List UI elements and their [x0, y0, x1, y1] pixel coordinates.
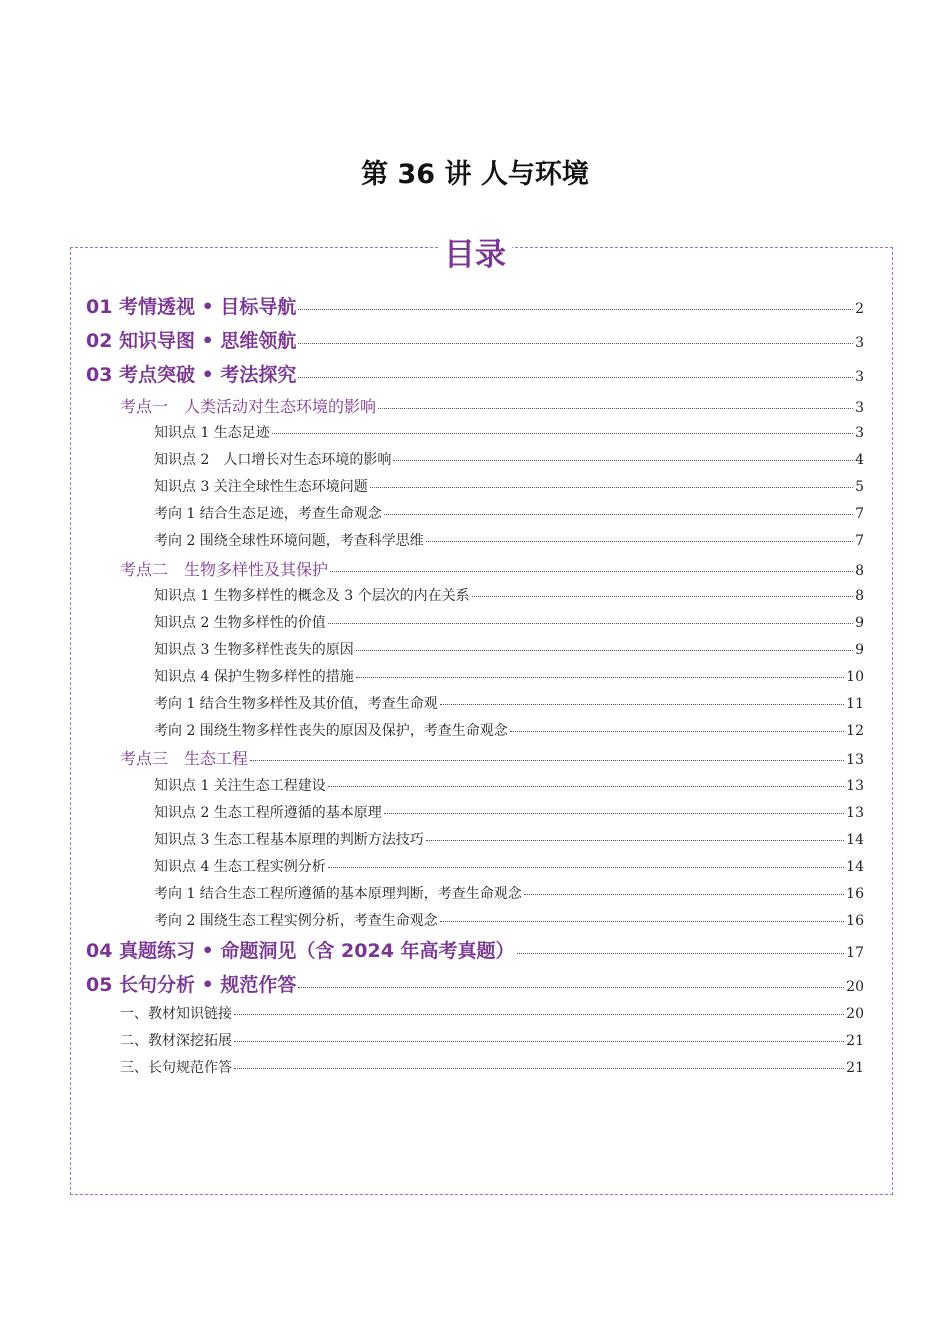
document-title: 第 36 讲 人与环境 [361, 159, 589, 190]
toc-entry-label: 知识点 2 生态工程所遵循的基本原理 [154, 805, 382, 821]
toc-entry-page-number: 12 [846, 723, 864, 739]
toc-heading [0, 229, 950, 274]
toc-entry[interactable] [154, 720, 864, 740]
toc-entry-label: 考向 2 围绕生物多样性丧失的原因及保护，考查生命观念 [154, 723, 508, 739]
toc-entry-label: 知识点 3 生物多样性丧失的原因 [154, 642, 354, 658]
toc-entry-label: 知识点 2 人口增长对生态环境的影响 [154, 452, 392, 468]
toc-dot-leader [330, 571, 853, 572]
toc-entry[interactable] [154, 910, 864, 930]
toc-entry-label: 考向 2 围绕全球性环境问题，考查科学思维 [154, 533, 424, 549]
toc-entry[interactable] [120, 1003, 864, 1023]
toc-dot-leader [272, 433, 853, 434]
toc-entry-page-number: 14 [846, 832, 864, 848]
toc-dot-leader [472, 596, 853, 597]
toc-dot-leader [298, 343, 853, 344]
toc-dot-leader [234, 1014, 844, 1015]
toc-entry-page-number: 4 [855, 452, 864, 468]
toc-entry-page-number: 3 [855, 369, 864, 385]
toc-dot-leader [298, 377, 853, 378]
toc-entry-label: 01 考情透视 • 目标导航 [86, 296, 297, 318]
toc-entry-label: 考点二 生物多样性及其保护 [120, 560, 329, 579]
toc-entry[interactable] [154, 422, 864, 442]
toc-dot-leader [426, 840, 844, 841]
toc-dot-leader [370, 487, 853, 488]
toc-heading-text: 目录 [438, 237, 512, 273]
toc-dot-leader [356, 650, 853, 651]
toc-entry[interactable] [154, 449, 864, 469]
toc-entry[interactable] [154, 856, 864, 876]
toc-entry[interactable] [86, 970, 864, 997]
toc-entry-page-number: 21 [846, 1033, 864, 1049]
toc-entry[interactable] [86, 292, 864, 319]
toc-dot-leader [524, 894, 844, 895]
toc-entry-page-number: 9 [855, 615, 864, 631]
toc-entry[interactable] [120, 557, 864, 580]
toc-dot-leader [440, 704, 844, 705]
toc-entry[interactable] [154, 802, 864, 822]
toc-entry-page-number: 17 [846, 945, 864, 961]
toc-dot-leader [440, 921, 844, 922]
toc-dot-leader [393, 460, 853, 461]
toc-entry-label: 02 知识导图 • 思维领航 [86, 330, 297, 352]
toc-entry-label: 三、长句规范作答 [120, 1060, 232, 1076]
toc-dot-leader [328, 786, 844, 787]
toc-dot-leader [234, 1041, 844, 1042]
toc-entry-label: 04 真题练习 • 命题洞见（含 2024 年高考真题） [86, 940, 515, 962]
toc-entry-label: 知识点 3 生态工程基本原理的判断方法技巧 [154, 832, 424, 848]
toc-entry-label: 05 长句分析 • 规范作答 [86, 974, 297, 996]
toc-entry-page-number: 3 [855, 425, 864, 441]
toc-entry[interactable] [120, 746, 864, 769]
toc-dot-leader [234, 1068, 844, 1069]
toc-entry-page-number: 7 [855, 533, 864, 549]
toc-entry[interactable] [154, 693, 864, 713]
toc-entry-page-number: 20 [846, 979, 864, 995]
toc-entry-page-number: 13 [846, 805, 864, 821]
toc-entry-page-number: 16 [846, 886, 864, 902]
toc-entry[interactable] [154, 476, 864, 496]
toc-dot-leader [356, 677, 844, 678]
toc-entry-label: 考点一 人类活动对生态环境的影响 [120, 397, 377, 416]
toc-dot-leader [426, 541, 853, 542]
toc-dot-leader [384, 514, 853, 515]
toc-entry-label: 考向 2 围绕生态工程实例分析，考查生命观念 [154, 913, 438, 929]
toc-entry[interactable] [120, 1057, 864, 1077]
toc-entry-label: 知识点 1 生态足迹 [154, 425, 270, 441]
toc-entry[interactable] [154, 775, 864, 795]
toc-entry[interactable] [86, 326, 864, 353]
toc-entry-page-number: 13 [846, 752, 864, 768]
toc-entry[interactable] [154, 503, 864, 523]
toc-entry-page-number: 14 [846, 859, 864, 875]
toc-entry-label: 考向 1 结合生态足迹，考查生命观念 [154, 506, 382, 522]
toc-dot-leader [250, 760, 844, 761]
toc-entry[interactable] [120, 394, 864, 417]
toc-entry[interactable] [154, 612, 864, 632]
toc-entry-page-number: 10 [846, 669, 864, 685]
toc-entry-label: 知识点 2 生物多样性的价值 [154, 615, 326, 631]
toc-entry-page-number: 13 [846, 778, 864, 794]
toc-dot-leader [328, 867, 844, 868]
toc-entry-page-number: 21 [846, 1060, 864, 1076]
toc-entry[interactable] [154, 530, 864, 550]
toc-entry[interactable] [120, 1030, 864, 1050]
toc-entry-page-number: 2 [855, 301, 864, 317]
toc-dot-leader [384, 813, 844, 814]
toc-dot-leader [517, 953, 845, 954]
toc-entry-page-number: 3 [855, 335, 864, 351]
toc-entry-label: 考点三 生态工程 [120, 749, 249, 768]
toc-entry-page-number: 3 [855, 400, 864, 416]
toc-entry-page-number: 11 [846, 696, 864, 712]
toc-entry[interactable] [154, 639, 864, 659]
toc-entry-page-number: 20 [846, 1006, 864, 1022]
toc-dot-leader [298, 987, 844, 988]
toc-entry-label: 二、教材深挖拓展 [120, 1033, 232, 1049]
toc-entry-label: 知识点 3 关注全球性生态环境问题 [154, 479, 368, 495]
toc-entry-label: 知识点 1 关注生态工程建设 [154, 778, 326, 794]
toc-entry-page-number: 16 [846, 913, 864, 929]
toc-entry-label: 知识点 4 保护生物多样性的措施 [154, 669, 354, 685]
toc-entry[interactable] [154, 883, 864, 903]
toc-entry-page-number: 5 [855, 479, 864, 495]
toc-entry-label: 考向 1 结合生态工程所遵循的基本原理判断，考查生命观念 [154, 886, 522, 902]
toc-entry-label: 知识点 1 生物多样性的概念及 3 个层次的内在关系 [154, 588, 470, 604]
toc-entry[interactable] [86, 360, 864, 387]
toc-entry-page-number: 9 [855, 642, 864, 658]
toc-entry[interactable] [154, 666, 864, 686]
toc-dot-leader [378, 408, 853, 409]
toc-entry[interactable] [154, 829, 864, 849]
toc-entry-label: 考向 1 结合生物多样性及其价值，考查生命观 [154, 696, 438, 712]
toc-entry-page-number: 8 [855, 563, 864, 579]
toc-dot-leader [328, 623, 853, 624]
toc-entry-label: 03 考点突破 • 考法探究 [86, 364, 297, 386]
toc-dot-leader [298, 309, 853, 310]
toc-entry-page-number: 8 [855, 588, 864, 604]
toc-entry-label: 一、教材知识链接 [120, 1006, 232, 1022]
toc-dot-leader [510, 731, 844, 732]
toc-entry-label: 知识点 4 生态工程实例分析 [154, 859, 326, 875]
toc-entry[interactable] [86, 936, 864, 963]
toc-entry[interactable] [154, 585, 864, 605]
toc-entry-page-number: 7 [855, 506, 864, 522]
